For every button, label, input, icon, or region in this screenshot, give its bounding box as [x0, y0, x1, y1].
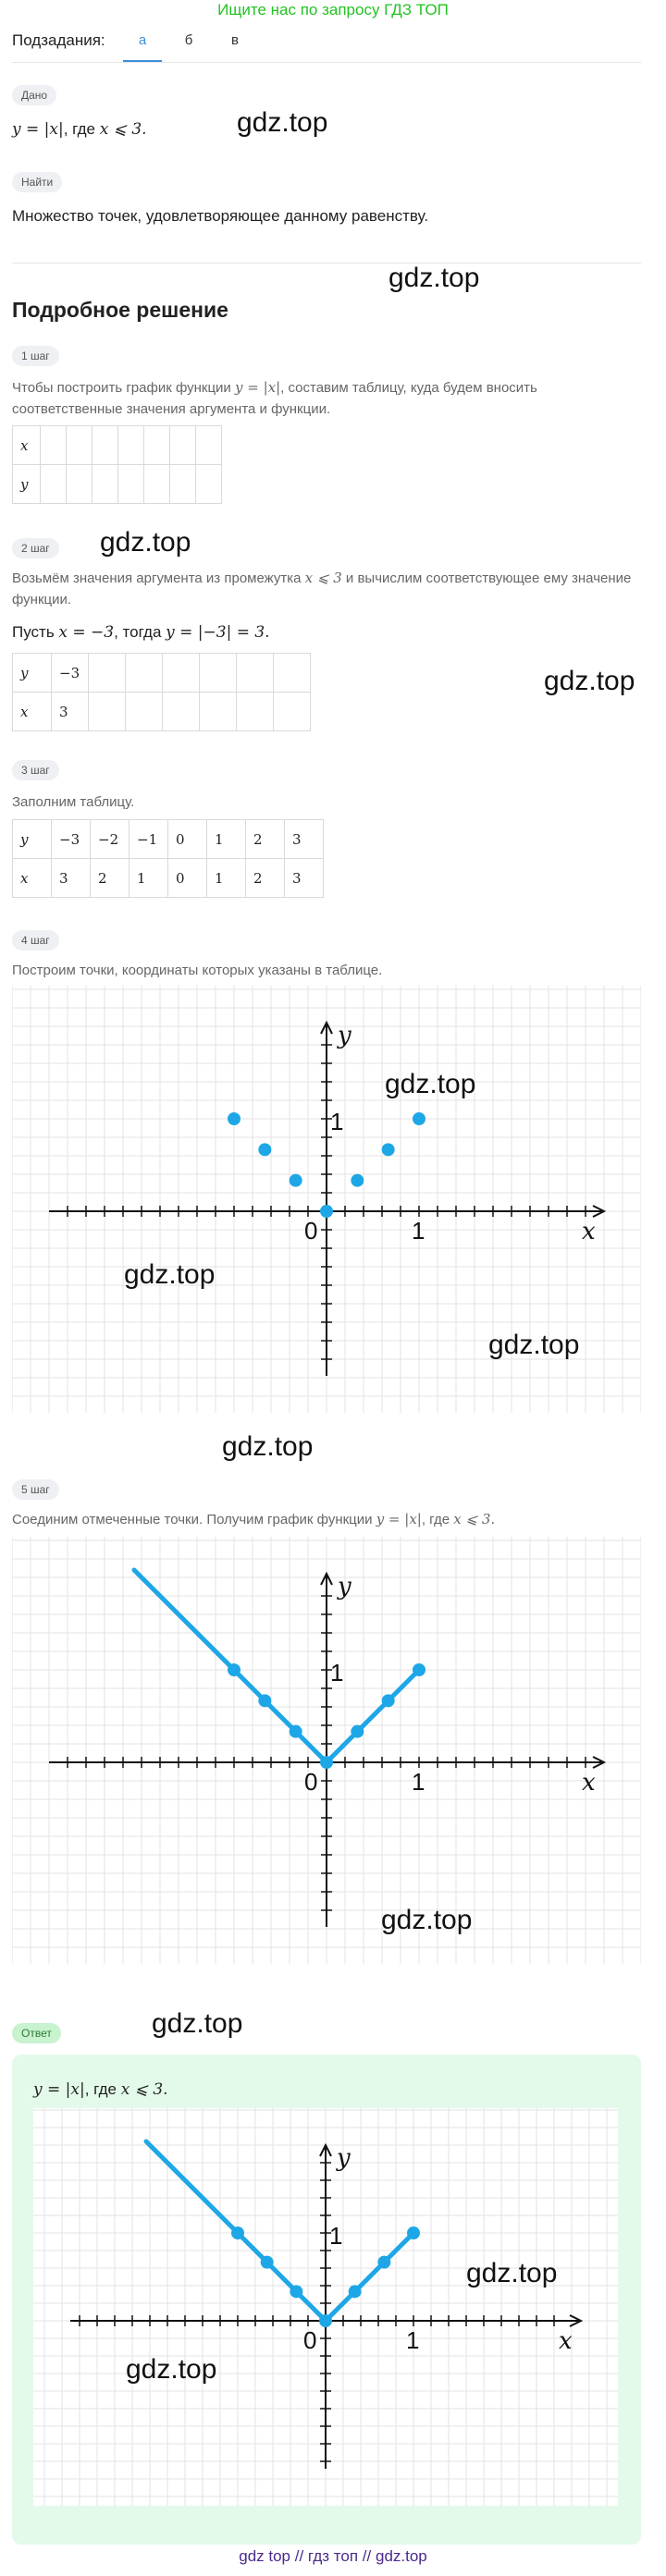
watermark: gdz.top [381, 1905, 473, 1935]
step2-text-math: x ⩽ 3 [304, 570, 342, 586]
table-cell [196, 465, 222, 504]
step4-label: 4 шаг [12, 930, 59, 951]
step1-label: 1 шаг [12, 346, 59, 366]
y-unit-label: 1 [330, 1108, 344, 1135]
step2-label: 2 шаг [12, 538, 59, 558]
table-cell [89, 693, 126, 731]
given-formula-left: y = |x| [12, 120, 64, 139]
data-point [382, 1694, 395, 1707]
answer-formula-mid: , где [84, 2080, 121, 2098]
table-cell: −3 [52, 654, 89, 693]
y-axis-label: y [338, 1022, 352, 1049]
step2-text-a: Возьмём значения аргумента из промежутка [12, 570, 305, 586]
step2-calc-b: , тогда [114, 623, 166, 641]
table-cell [144, 426, 170, 465]
answer-formula-left: y = |x| [33, 2080, 85, 2099]
step3-label: 3 шаг [12, 760, 59, 780]
step2-calc-a: Пусть [12, 623, 59, 641]
step5-text-b: , где [421, 1512, 454, 1527]
table-cell: 0 [168, 859, 207, 898]
table-cell [163, 654, 200, 693]
watermark: gdz.top [388, 263, 480, 293]
data-point [407, 2226, 420, 2239]
table-cell [67, 465, 92, 504]
footer-link-3[interactable]: gdz.top [375, 2547, 427, 2565]
step2-calc-math1: x = −3 [58, 623, 115, 642]
footer-link-1[interactable]: gdz top [239, 2547, 290, 2565]
data-point [320, 1756, 333, 1769]
step3-table [12, 819, 324, 898]
y-axis-label: y [337, 2144, 351, 2172]
answer-formula-right: x ⩽ 3. [120, 2080, 168, 2099]
watermark: gdz.top [124, 1259, 216, 1290]
footer-link-2[interactable]: гдз топ [307, 2547, 359, 2565]
step1-table [12, 425, 222, 504]
table-cell [163, 693, 200, 731]
step2-table [12, 653, 311, 731]
answer-formula [33, 2079, 625, 2101]
table-row [13, 426, 222, 465]
data-point [258, 1694, 271, 1707]
table-cell [196, 426, 222, 465]
step2-text-b: и вычислим соответствующее ему значение функции. [12, 570, 632, 607]
table-row [13, 654, 311, 693]
table-cell [237, 693, 274, 731]
step3-text: Заполним таблицу. [12, 794, 135, 810]
table-cell [41, 426, 67, 465]
watermark: gdz.top [466, 2258, 558, 2288]
data-point [320, 1205, 333, 1218]
step5-text-a: Соединим отмеченные точки. Получим график функции [12, 1512, 376, 1527]
table-cell: 2 [246, 820, 285, 859]
solution-title: Подробное решение [12, 298, 228, 322]
table-cell: y [13, 465, 41, 504]
data-point [231, 2226, 244, 2239]
find-label: Найти [12, 172, 62, 192]
origin-label: 0 [303, 2326, 317, 2354]
data-point [382, 1143, 395, 1156]
table-cell [170, 426, 196, 465]
table-cell: −2 [91, 820, 130, 859]
data-point [319, 2314, 332, 2327]
table-cell: x [13, 859, 52, 898]
x-axis-label: x [582, 1769, 596, 1797]
given-formula-right: x ⩽ 3. [99, 120, 147, 139]
table-cell: 2 [246, 859, 285, 898]
step5-label: 5 шаг [12, 1479, 59, 1500]
x-unit-label: 1 [412, 1217, 426, 1245]
data-point [261, 2256, 274, 2269]
data-point [228, 1112, 240, 1125]
table-cell: 1 [130, 859, 168, 898]
watermark: gdz.top [237, 107, 328, 138]
table-cell [92, 426, 118, 465]
data-point [258, 1143, 271, 1156]
data-point [413, 1663, 426, 1676]
table-row [13, 693, 311, 731]
given-formula-mid: , где [63, 120, 100, 138]
subtasks-bar [12, 28, 641, 63]
data-point [290, 2285, 302, 2298]
x-axis-label: x [559, 2327, 573, 2355]
step5-text-math2: x ⩽ 3. [453, 1511, 496, 1527]
y-unit-label: 1 [330, 1659, 344, 1687]
data-point [349, 2285, 362, 2298]
table-row [13, 465, 222, 504]
table-cell [41, 465, 67, 504]
step4-text: Построим точки, координаты которых указаны в таблице. [12, 963, 383, 978]
watermark: gdz.top [544, 666, 635, 696]
table-cell: 3 [52, 859, 91, 898]
divider [12, 263, 641, 264]
footer-sep: // [362, 2547, 372, 2565]
table-cell [144, 465, 170, 504]
table-row [13, 820, 324, 859]
x-axis-label: x [582, 1218, 596, 1245]
table-cell: −3 [52, 820, 91, 859]
watermark: gdz.top [222, 1431, 314, 1462]
series-line [146, 2141, 238, 2233]
find-text: Множество точек, удовлетворяющее данному равенству. [12, 207, 429, 225]
data-point [351, 1174, 364, 1187]
table-cell: 3 [285, 859, 324, 898]
data-point [413, 1112, 426, 1125]
watermark: gdz.top [126, 2354, 217, 2385]
table-cell [126, 693, 163, 731]
table-cell: 3 [285, 820, 324, 859]
step1-text-b: , составим таблицу, куда будем вносить соответственные значения аргумента и функции. [12, 380, 537, 417]
watermark: gdz.top [100, 527, 191, 558]
table-cell [118, 426, 144, 465]
table-cell: 0 [168, 820, 207, 859]
table-cell [170, 465, 196, 504]
step1-text-math: y = |x| [234, 379, 281, 396]
tab-a[interactable]: а [123, 28, 162, 62]
series-line [134, 1570, 234, 1670]
data-point [351, 1725, 364, 1738]
table-cell [200, 693, 237, 731]
x-unit-label: 1 [406, 2326, 420, 2354]
tab-c[interactable]: в [231, 32, 239, 48]
watermark: gdz.top [488, 1330, 580, 1360]
table-cell [92, 465, 118, 504]
table-cell: −1 [130, 820, 168, 859]
table-cell [67, 426, 92, 465]
step5-text-math: y = |x| [376, 1511, 422, 1527]
given-formula [12, 118, 650, 141]
table-cell [126, 654, 163, 693]
table-cell [89, 654, 126, 693]
x-unit-label: 1 [412, 1768, 426, 1796]
data-point [290, 1725, 302, 1738]
table-cell [118, 465, 144, 504]
data-point [377, 2256, 390, 2269]
table-cell: 2 [91, 859, 130, 898]
top-banner[interactable]: Ищите нас по запросу ГДЗ ТОП [217, 1, 449, 18]
table-cell [237, 654, 274, 693]
answer-label: Ответ [12, 2023, 61, 2043]
table-cell: 1 [207, 859, 246, 898]
table-cell [274, 693, 311, 731]
table-cell: y [13, 820, 52, 859]
y-unit-label: 1 [329, 2222, 343, 2250]
footer-sep: // [294, 2547, 304, 2565]
step1-text-a: Чтобы построить график функции [12, 380, 235, 396]
origin-label: 0 [304, 1217, 318, 1245]
data-point [290, 1174, 302, 1187]
footer [0, 2547, 666, 2566]
table-cell: 3 [52, 693, 89, 731]
function-graph [12, 1537, 641, 1964]
data-point [228, 1663, 240, 1676]
table-cell: y [13, 654, 52, 693]
table-cell: 1 [207, 820, 246, 859]
step5-text [12, 1509, 650, 1530]
step2-calc [12, 621, 650, 644]
step2-calc-math2: y = |−3| = 3. [166, 623, 270, 642]
table-cell [274, 654, 311, 693]
watermark: gdz.top [152, 2008, 243, 2039]
y-axis-label: y [338, 1573, 352, 1601]
step1-text [12, 377, 650, 420]
origin-label: 0 [304, 1768, 318, 1796]
tab-b[interactable]: б [184, 32, 193, 48]
step2-text [12, 568, 650, 610]
table-cell: x [13, 426, 41, 465]
table-row [13, 859, 324, 898]
given-label: Дано [12, 85, 56, 105]
table-cell: x [13, 693, 52, 731]
subtasks-title: Подзадания: [12, 31, 105, 49]
table-cell [200, 654, 237, 693]
watermark: gdz.top [385, 1069, 476, 1099]
answer-graph [33, 2108, 618, 2506]
